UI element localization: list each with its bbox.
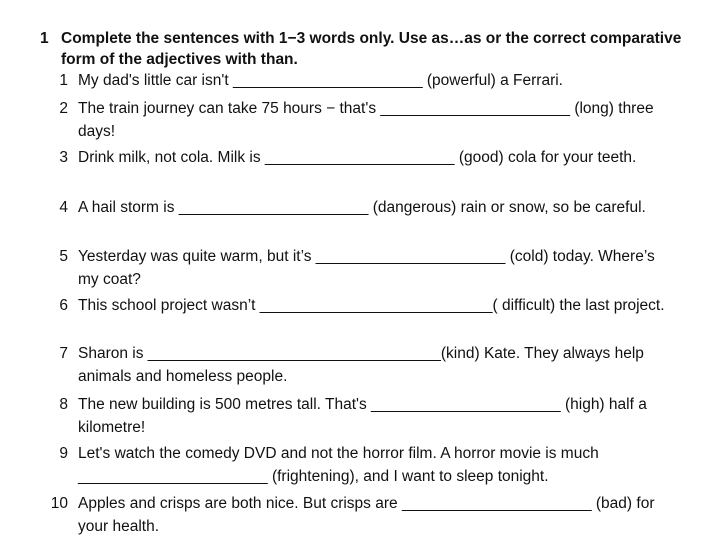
item-number: 6 bbox=[59, 297, 68, 314]
item-sentence: Drink milk, not cola. Milk is ______________________ (good) cola for your teeth. bbox=[78, 149, 637, 166]
item-number: 7 bbox=[59, 345, 68, 362]
task-number: 1 bbox=[40, 30, 49, 47]
item-number: 1 bbox=[59, 72, 68, 89]
item-sentence: Sharon is __________________________________(kind) Kate. They always help animals and homeless people. bbox=[78, 345, 644, 385]
item-sentence: This school project wasn’t ___________________________( difficult) the last project. bbox=[78, 297, 665, 314]
item-sentence: A hail storm is ______________________ (dangerous) rain or snow, so be careful. bbox=[78, 199, 646, 216]
item-number: 9 bbox=[59, 445, 68, 462]
item-number: 2 bbox=[59, 100, 68, 117]
item-sentence: The train journey can take 75 hours − that's ______________________ (long) three days! bbox=[78, 100, 654, 140]
task-instruction: Complete the sentences with 1−3 words only. Use as…as or the correct comparative form of the adjectives with than. bbox=[61, 30, 682, 68]
item-sentence: Let's watch the comedy DVD and not the horror film. A horror movie is much ______________________ (frightening), and I want to sleep tonight. bbox=[78, 445, 599, 485]
item-number: 8 bbox=[59, 396, 68, 413]
item-sentence: Apples and crisps are both nice. But crisps are ______________________ (bad) for your health. bbox=[78, 495, 655, 535]
item-number: 5 bbox=[59, 248, 68, 265]
item-number: 3 bbox=[59, 149, 68, 166]
item-sentence: My dad's little car isn't ______________________ (powerful) a Ferrari. bbox=[78, 72, 563, 89]
item-number: 4 bbox=[59, 199, 68, 216]
item-sentence: The new building is 500 metres tall. That's ______________________ (high) half a kilometre! bbox=[78, 396, 647, 436]
item-number: 10 bbox=[50, 495, 68, 512]
item-sentence: Yesterday was quite warm, but it’s ______________________ (cold) today. Where’s my coat? bbox=[78, 248, 655, 288]
